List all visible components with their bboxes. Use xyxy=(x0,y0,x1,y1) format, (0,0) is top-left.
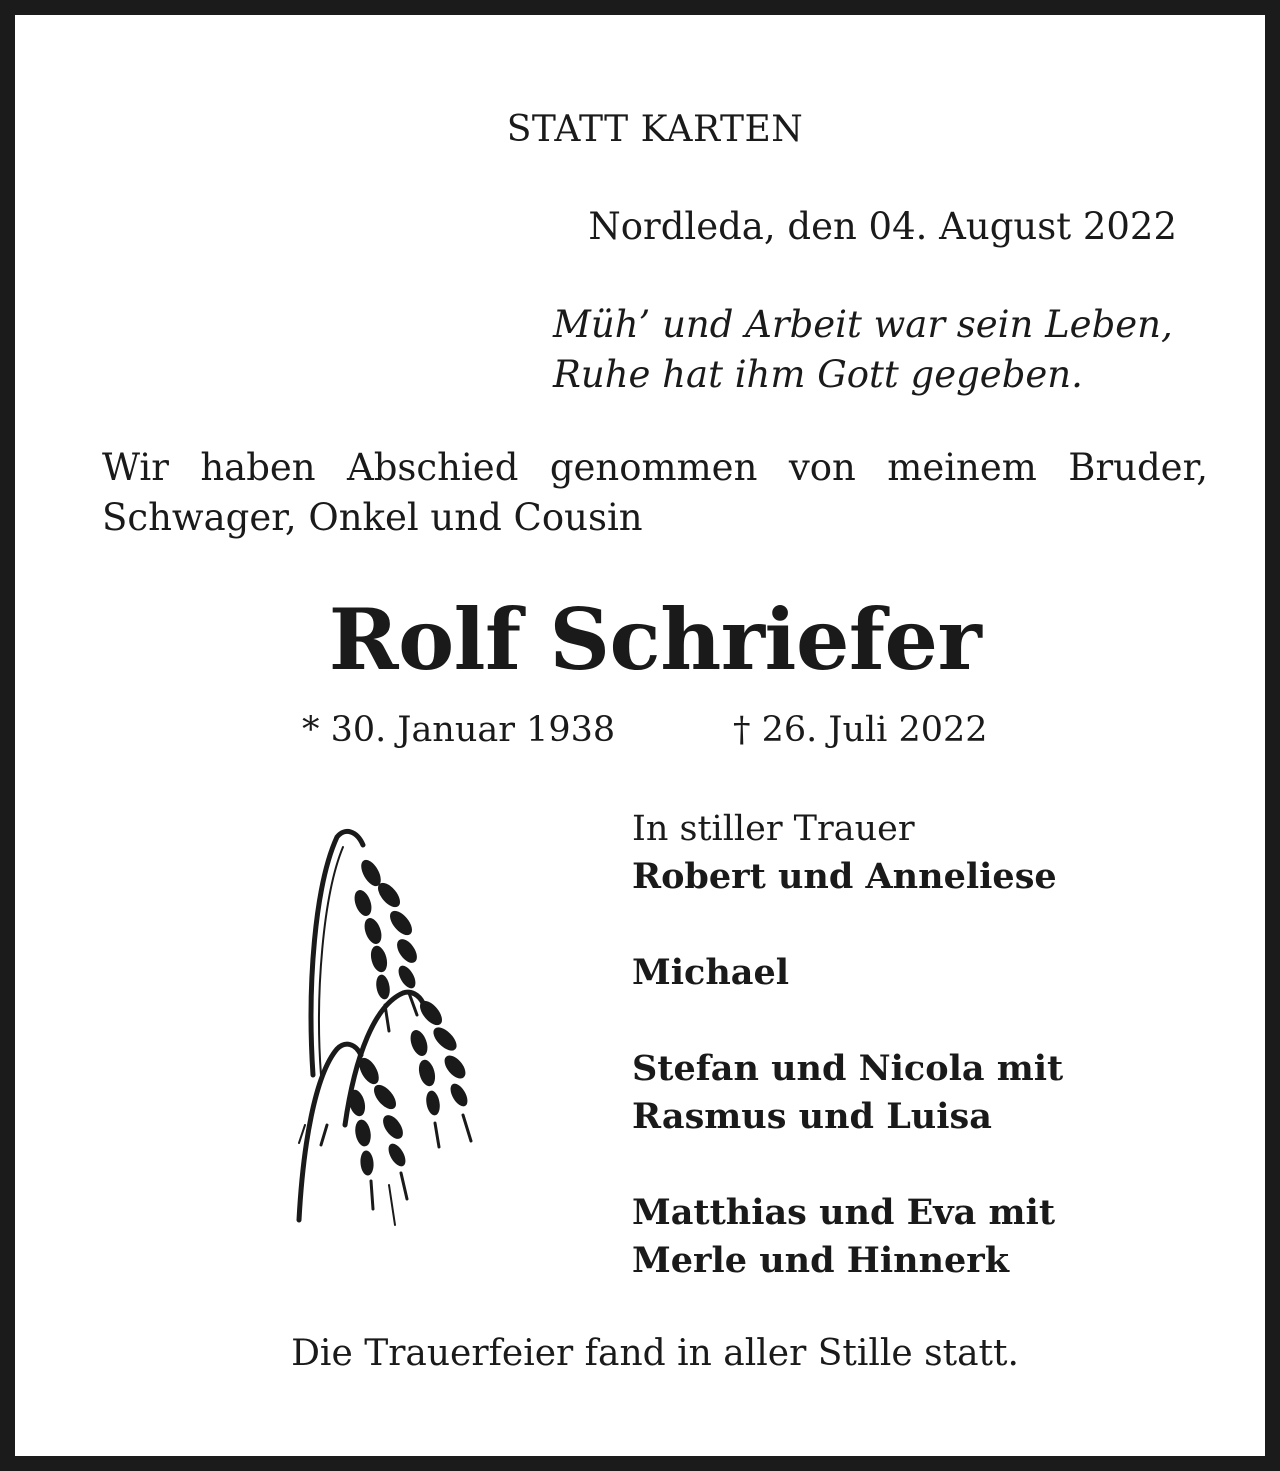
intro-text xyxy=(102,443,1208,543)
verse-line-1: Müh’ und Arbeit war sein Leben, xyxy=(553,303,1173,346)
mourner-group: Matthias und Eva mit xyxy=(632,1192,1055,1233)
memorial-verse xyxy=(553,300,1173,400)
mourner-group: Stefan und Nicola mit xyxy=(632,1048,1064,1089)
intro-word: meinem xyxy=(887,446,1037,489)
intro-word: Wir xyxy=(102,446,169,489)
ceremony-note: Die Trauerfeier fand in aller Stille statt. xyxy=(291,1333,1019,1374)
intro-word: Bruder, xyxy=(1068,446,1208,489)
intro-word: von xyxy=(788,446,856,489)
mourner-group: Robert und Anneliese xyxy=(632,856,1057,897)
birth-date: * 30. Januar 1938 xyxy=(302,710,616,750)
mourners-list xyxy=(632,805,1063,1285)
verse-line-2: Ruhe hat ihm Gott gegeben. xyxy=(553,353,1083,396)
intro-word: Abschied xyxy=(347,446,519,489)
mourner-group: Michael xyxy=(632,952,790,993)
death-date: † 26. Juli 2022 xyxy=(733,710,988,750)
deceased-name: Rolf Schriefer xyxy=(328,590,982,689)
notice-header: STATT KARTEN xyxy=(506,109,804,150)
intro-line-2: Schwager, Onkel und Cousin xyxy=(102,496,643,539)
intro-line-1 xyxy=(102,443,1208,493)
mourner-group: Merle und Hinnerk xyxy=(632,1240,1009,1281)
intro-word: genommen xyxy=(549,446,758,489)
mourners-heading: In stiller Trauer xyxy=(632,809,915,849)
intro-word: haben xyxy=(200,446,316,489)
wheat-ears-icon xyxy=(285,825,505,1235)
place-date: Nordleda, den 04. August 2022 xyxy=(588,205,1177,248)
mourner-group: Rasmus und Luisa xyxy=(632,1096,992,1137)
